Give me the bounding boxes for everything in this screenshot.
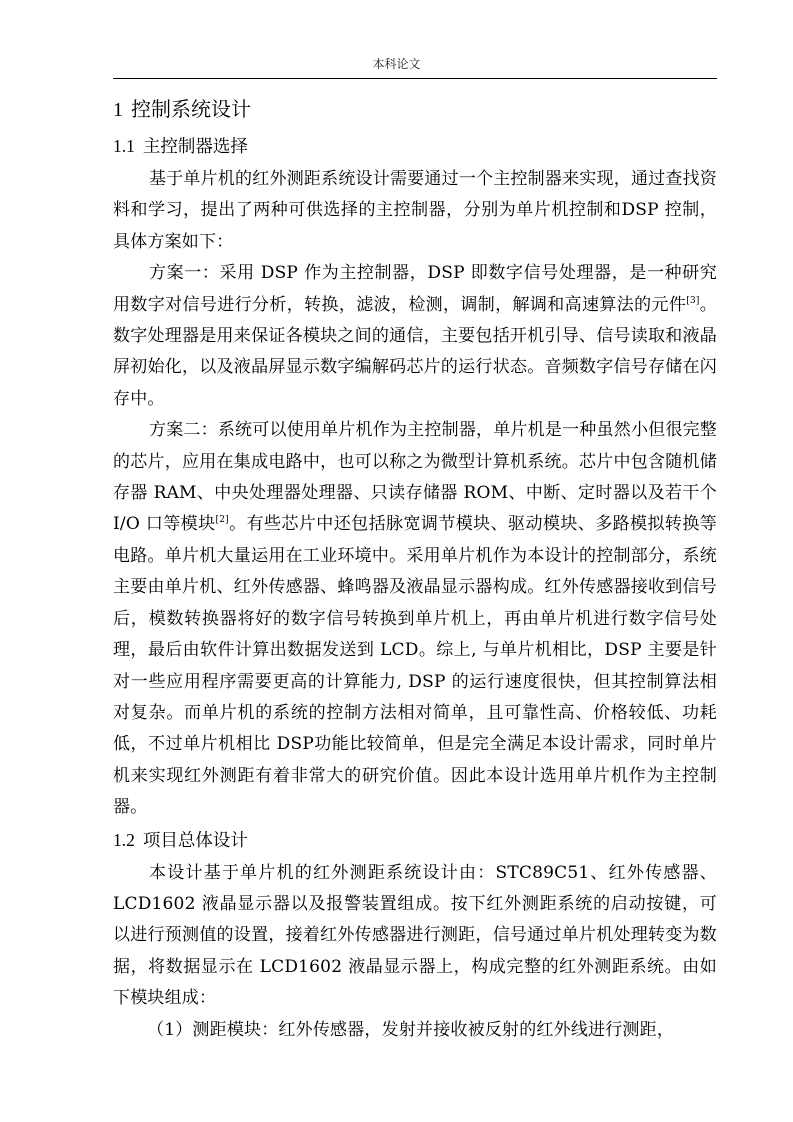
subsection-heading-1-1 [113,130,717,164]
subsection-title: 项目总体设计 [142,830,248,851]
section-heading [113,92,717,127]
header-divider [113,78,717,79]
section-title: 控制系统设计 [131,97,251,121]
subsection-heading-1-2 [113,824,717,858]
document-body [113,92,717,1046]
plan1-text: 方案一：采用 DSP 作为主控制器，DSP 即数字信号处理器，是一种研究用数字对信号进行分析，转换，滤波，检测，调制，解调和高速算法的元件 [113,263,717,315]
subsection-title: 主控制器选择 [142,137,248,157]
design-paragraph: 本设计基于单片机的红外测距系统设计由：STC89C51、红外传感器、LCD1602 液晶显示器以及报警装置组成。按下红外测距系统的启动按键，可以进行预测值的设置，接着红外传感器进行测距，信号通过单片机处理转变为数据，将数据显示在 LCD1602 液晶显示器上，构成完整的红外测距系统。由如下模块组成： [113,862,717,1009]
plan2-text-cont: 。有些芯片中还包括脉宽调节模块、驱动模块、多路模拟转换等电路。单片机大量运用在工业环境中。采用单片机作为本设计的控制部分，系统主要由单片机、红外传感器、蜂鸣器及液晶显示器构成。红外传感器接收到信号后，模数转换器将好的数字信号转换到单片机上，再由单片机进行数字信号处理，最后由软件计算出数据发送到 LCD。综上, 与单片机相比，DSP 主要是针对一些应用程序需要更高的计算能力, DSP 的运行速度很快，但其控制算法相对复杂。而单片机的系统的控制方法相对简单，且可靠性高、价格较低、功耗低，不过单片机相比 DSP功能比较简单，但是完全满足本设计需求，同时单片机来实现红外测距有着非常大的研究价值。因此本设计选用单片机作为主控制器。 [113,514,717,818]
section-number: 1 [113,99,123,121]
plan1-text-cont: 。数字处理器是用来保证各模块之间的通信，主要包括开机引导、信号读取和液晶屏初始化，以及液晶屏显示数字编解码芯片的运行状态。音频数字信号存储在闪存中。 [113,294,717,409]
list-item: （1）测距模块：红外传感器，发射并接收被反射的红外线进行测距， [147,1019,675,1040]
intro-paragraph: 基于单片机的红外测距系统设计需要通过一个主控制器来实现，通过查找资料和学习，提出了两种可供选择的主控制器，分别为单片机控制和DSP 控制，具体方案如下： [113,169,717,252]
page-header: 本科论文 [372,57,421,71]
citation-2: [2] [215,515,229,526]
plan1-paragraph [113,258,717,415]
plan2-text: 方案二：系统可以使用单片机作为主控制器，单片机是一种虽然小但很完整的芯片，应用在集成电路中，也可以称之为微型计算机系统。芯片中包含随机储存器 RAM、中央处理器处理器、只读存储器 ROM、中断、定时器以及若干个 I/O 口等模块 [113,420,717,535]
citation-3: [3] [686,295,700,306]
subsection-number: 1.2 [113,829,135,850]
subsection-number: 1.1 [113,136,135,156]
plan2-paragraph [113,415,717,823]
